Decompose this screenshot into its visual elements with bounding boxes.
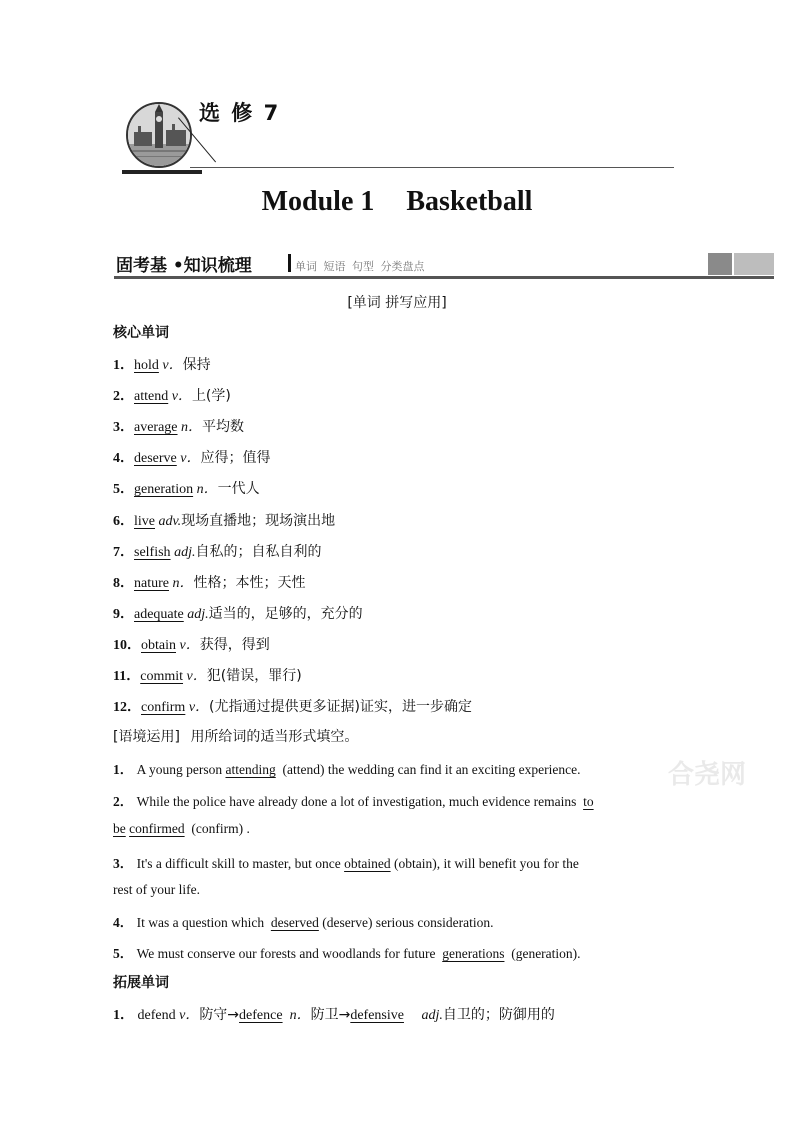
context-sentence-2-cont: be confirmed (confirm) . xyxy=(113,821,250,836)
word-meaning: (尤指通过提供更多证据)证实，进一步确定 xyxy=(209,699,472,716)
core-word: obtain xyxy=(141,637,176,653)
core-word-item: 5．generation n．一代人 xyxy=(113,481,260,498)
answer-blank: confirmed xyxy=(129,821,185,836)
word-meaning: 一代人 xyxy=(217,481,260,498)
core-word: adequate xyxy=(134,606,184,622)
header-rule xyxy=(190,167,674,168)
context-sentence-1: 1． A young person attending (attend) the wedding can find it an exciting experience. xyxy=(113,762,581,777)
part-of-speech: v． xyxy=(186,669,207,684)
big-ben-logo xyxy=(126,102,192,168)
part-of-speech: adv. xyxy=(158,513,182,529)
extended-item-1: 1． defend v．防守→defence n．防卫→defensive adj.自卫的；防御用的 xyxy=(113,1007,555,1023)
part-of-speech: adj. xyxy=(187,606,209,622)
core-word-item: 8．nature n．性格；本性；天性 xyxy=(113,574,306,591)
core-word-item: 4．deserve v．应得；值得 xyxy=(113,450,271,467)
word-meaning: 适当的，足够的，充分的 xyxy=(208,605,363,622)
volume-title: 选 修 7 xyxy=(199,101,281,125)
part-of-speech: n． xyxy=(172,575,194,591)
part-of-speech: n． xyxy=(181,420,203,436)
core-word: deserve xyxy=(134,451,177,467)
core-word-item: 11．commit v．犯(错误，罪行) xyxy=(113,668,302,684)
core-word-item: 3．average n．平均数 xyxy=(113,419,245,436)
section-divider xyxy=(288,254,291,272)
module-title xyxy=(0,186,794,218)
part-of-speech: v． xyxy=(180,451,201,467)
big-ben-icon xyxy=(128,104,190,166)
core-word: live xyxy=(134,513,155,529)
core-word-item: 9．adequate adj.适当的，足够的，充分的 xyxy=(113,605,363,622)
extended-words-heading: 拓展单词 xyxy=(113,975,169,991)
context-sentence-4: 4． It was a question which deserved (deserve) serious consideration. xyxy=(113,915,494,930)
context-label: [语境运用] xyxy=(113,729,180,745)
context-instruction: 用所给词的适当形式填空。 xyxy=(190,729,359,745)
header-rule-thick xyxy=(122,170,202,174)
part-of-speech: v． xyxy=(188,700,210,716)
context-instruction-line xyxy=(113,726,358,746)
core-word-item: 2．attend v．上(学) xyxy=(113,388,231,405)
core-word-item: 10．obtain v．获得，得到 xyxy=(113,636,270,653)
answer-blank: obtained xyxy=(344,856,391,871)
section-bar xyxy=(114,250,774,280)
context-sentence-3: 3． It's a difficult skill to master, but once obtained (obtain), it will benefit you for the xyxy=(113,856,579,871)
core-word: confirm xyxy=(141,700,186,716)
answer-blank: to xyxy=(583,794,594,809)
word-meaning: 自私的；自私自利的 xyxy=(195,543,322,560)
section-bar-rule xyxy=(114,276,774,279)
part-of-speech: n． xyxy=(196,482,218,498)
answer-blank: generations xyxy=(442,946,505,961)
word-meaning: 性格；本性；天性 xyxy=(193,574,306,591)
core-word: generation xyxy=(134,482,194,498)
core-word-item: 7．selfish adj.自私的；自私自利的 xyxy=(113,543,322,560)
core-word: selfish xyxy=(134,544,171,560)
core-words-heading: 核心单词 xyxy=(113,325,169,341)
core-word: hold xyxy=(134,358,159,373)
watermark: 合尧网 xyxy=(668,760,747,790)
core-word: nature xyxy=(134,575,169,591)
core-word-item: 12．confirm v．(尤指通过提供更多证据)证实，进一步确定 xyxy=(113,699,472,716)
context-sentence-5: 5． We must conserve our forests and woodlands for future generations (generation). xyxy=(113,946,581,961)
core-word-item: 1．hold v．保持 xyxy=(113,357,211,373)
word-meaning: 现场直播地；现场演出地 xyxy=(181,512,336,529)
word-meaning: 应得；值得 xyxy=(200,450,271,467)
section-bar-decor-dark xyxy=(708,253,732,275)
answer-blank: defence xyxy=(239,1008,283,1023)
module-title-left: Module 1 xyxy=(261,186,375,217)
answer-blank: defensive xyxy=(350,1008,404,1023)
core-word-item: 6．live adv.现场直播地；现场演出地 xyxy=(113,512,336,529)
word-meaning: 获得，得到 xyxy=(199,636,270,653)
section-title: 固考基 •知识梳理 xyxy=(116,256,252,276)
word-meaning: 保持 xyxy=(182,357,211,373)
section-bar-decor-light xyxy=(734,253,774,275)
part-of-speech: v． xyxy=(162,358,183,373)
context-sentence-2: 2． While the police have already done a lot of investigation, much evidence remains to xyxy=(113,794,594,809)
core-word: average xyxy=(134,420,178,436)
section-subtitle: 单词 短语 句型 分类盘点 xyxy=(295,260,425,273)
word-meaning: 上(学) xyxy=(191,388,231,405)
context-sentence-3-cont: rest of your life. xyxy=(113,882,200,897)
part-of-speech: adj. xyxy=(174,544,196,560)
word-meaning: 平均数 xyxy=(202,419,245,436)
answer-blank: attending xyxy=(225,762,276,777)
core-word: attend xyxy=(134,389,169,405)
word-meaning: 犯(错误，罪行) xyxy=(206,668,302,684)
answer-blank: be xyxy=(113,821,126,836)
part-of-speech: v． xyxy=(179,637,200,653)
part-of-speech: v． xyxy=(171,389,192,405)
module-title-right: Basketball xyxy=(406,186,533,217)
core-word: commit xyxy=(140,669,184,684)
answer-blank: deserved xyxy=(270,915,319,930)
sub-heading: [单词 拼写应用] xyxy=(347,295,447,311)
